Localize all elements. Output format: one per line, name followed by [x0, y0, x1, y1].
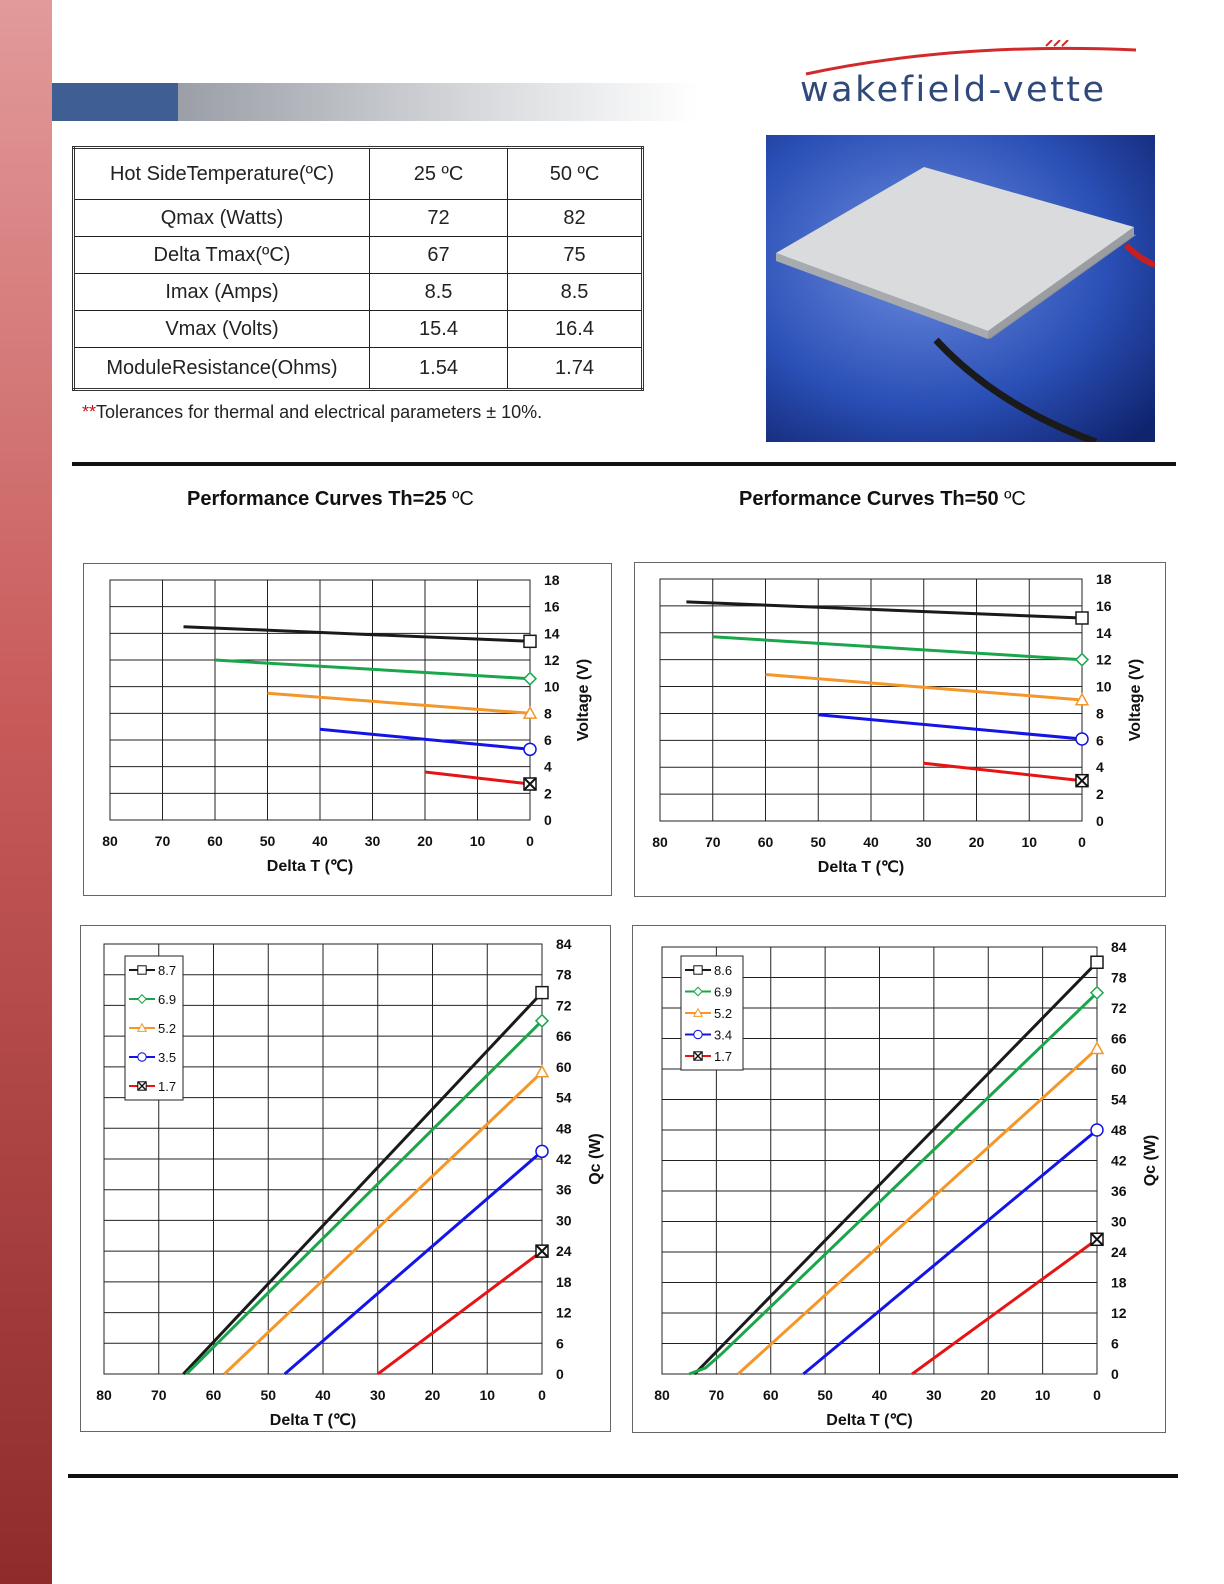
footer-divider — [68, 1474, 1178, 1478]
y-tick-label: 18 — [544, 572, 560, 588]
y-tick-label: 54 — [556, 1089, 572, 1106]
table-row — [74, 311, 643, 348]
x-axis-label: Delta T (℃) — [817, 859, 905, 876]
x-tick-label: 20 — [968, 834, 985, 850]
section-title-text: Performance Curves Th=50 — [739, 488, 999, 510]
table-cell: Delta Tmax(ºC) — [74, 237, 370, 274]
y-tick-label: 12 — [1096, 651, 1112, 668]
section-title-50c — [739, 488, 1026, 511]
qc-chart-25c — [80, 925, 611, 1432]
y-tick-label: 24 — [1111, 1244, 1127, 1260]
header-bar-dark — [52, 83, 178, 121]
x-tick-label: 10 — [1021, 834, 1038, 850]
x-axis-label: Delta T (℃) — [266, 858, 354, 875]
series-end-marker — [524, 743, 536, 755]
tolerance-text: Tolerances for thermal and electrical parameters ± 10%. — [96, 402, 543, 422]
series-line — [224, 1072, 542, 1374]
table-cell: 67 — [370, 237, 508, 274]
table-cell: 72 — [370, 200, 508, 237]
x-tick-label: 40 — [312, 833, 328, 849]
legend-label: 3.4 — [714, 1027, 733, 1043]
y-axis-label: Voltage (V) — [575, 658, 592, 742]
y-tick-label: 16 — [544, 598, 560, 615]
chart-svg — [635, 563, 1165, 896]
y-tick-label: 42 — [556, 1151, 572, 1167]
table-cell: Vmax (Volts) — [74, 311, 370, 348]
series-line — [924, 763, 1082, 781]
series-line — [268, 693, 531, 713]
header-bar-gradient — [178, 83, 698, 121]
x-tick-label: 30 — [915, 834, 932, 850]
section-title-unit: ºC — [452, 488, 474, 510]
x-axis-label: Delta T (℃) — [269, 1412, 357, 1429]
series-end-marker — [524, 635, 536, 647]
series-end-marker — [536, 1145, 548, 1157]
y-tick-label: 4 — [544, 758, 552, 775]
table-cell: ModuleResistance(Ohms) — [74, 348, 370, 390]
table-cell: Qmax (Watts) — [74, 200, 370, 237]
legend-marker — [138, 966, 146, 974]
logo-text: wakefield-vette — [800, 70, 1107, 110]
y-tick-label: 8 — [544, 705, 552, 722]
table-cell: 1.54 — [370, 348, 508, 390]
y-axis-label: Qc (W) — [587, 1133, 604, 1185]
y-tick-label: 48 — [1111, 1122, 1127, 1138]
section-title-text: Performance Curves Th=25 — [187, 488, 447, 510]
legend-label: 5.2 — [158, 1021, 177, 1036]
table-cell: 75 — [508, 237, 643, 274]
legend-label: 5.2 — [714, 1006, 733, 1021]
x-tick-label: 20 — [417, 833, 433, 849]
series-line — [818, 715, 1082, 739]
y-tick-label: 0 — [556, 1366, 564, 1382]
x-tick-label: 70 — [150, 1387, 167, 1403]
chart-svg — [633, 926, 1165, 1432]
y-axis-label: Qc (W) — [1142, 1134, 1159, 1187]
y-tick-label: 66 — [556, 1028, 572, 1045]
x-tick-label: 10 — [479, 1387, 496, 1403]
section-title-unit: ºC — [1004, 488, 1026, 510]
y-tick-label: 60 — [1111, 1061, 1127, 1077]
table-cell: Imax (Amps) — [74, 274, 370, 311]
y-tick-label: 12 — [556, 1304, 572, 1321]
x-tick-label: 70 — [708, 1387, 725, 1403]
legend-label: 6.9 — [158, 992, 177, 1007]
y-tick-label: 84 — [556, 936, 572, 952]
y-tick-label: 16 — [1096, 597, 1112, 614]
y-tick-label: 18 — [556, 1273, 572, 1290]
y-tick-label: 6 — [556, 1335, 564, 1352]
x-tick-label: 0 — [1078, 834, 1086, 850]
series-line — [695, 962, 1097, 1374]
table-row — [74, 348, 643, 390]
x-axis-label: Delta T (℃) — [826, 1412, 913, 1429]
x-tick-label: 10 — [469, 833, 486, 849]
x-tick-label: 60 — [207, 833, 223, 849]
y-tick-label: 18 — [1111, 1274, 1127, 1291]
x-tick-label: 10 — [1034, 1387, 1051, 1403]
series-line — [183, 993, 542, 1374]
y-tick-label: 36 — [556, 1181, 572, 1198]
y-tick-label: 30 — [556, 1212, 572, 1229]
series-line — [686, 602, 1082, 618]
legend-label: 6.9 — [714, 984, 733, 1000]
y-tick-label: 8 — [1096, 705, 1104, 722]
series-line — [713, 637, 1082, 660]
series-end-marker — [1091, 956, 1103, 968]
y-tick-label: 0 — [544, 812, 552, 828]
y-tick-label: 4 — [1096, 759, 1104, 776]
y-tick-label: 2 — [1096, 786, 1104, 803]
y-tick-label: 42 — [1111, 1152, 1127, 1169]
series-end-marker — [524, 778, 536, 790]
legend-marker — [694, 966, 702, 974]
table-header-cell: Hot SideTemperature(ºC) — [74, 148, 370, 200]
legend-label: 8.6 — [714, 963, 733, 978]
x-tick-label: 50 — [259, 833, 276, 849]
chart-svg — [84, 564, 611, 895]
y-tick-label: 72 — [556, 997, 572, 1014]
x-tick-label: 0 — [538, 1387, 546, 1403]
y-axis-label: Voltage (V) — [1127, 658, 1144, 742]
y-tick-label: 60 — [556, 1058, 572, 1075]
y-tick-label: 36 — [1111, 1183, 1127, 1199]
series-end-marker — [536, 1066, 548, 1077]
table-header-cell: 25 ºC — [370, 148, 508, 200]
series-end-marker — [1091, 1233, 1103, 1245]
x-tick-label: 30 — [369, 1387, 386, 1403]
y-tick-label: 0 — [1096, 813, 1104, 829]
y-tick-label: 48 — [556, 1120, 572, 1137]
y-tick-label: 6 — [1096, 732, 1104, 749]
x-tick-label: 50 — [817, 1387, 833, 1403]
x-tick-label: 40 — [871, 1387, 888, 1403]
series-end-marker — [536, 987, 548, 999]
x-tick-label: 60 — [762, 1387, 779, 1403]
y-tick-label: 6 — [1111, 1335, 1119, 1352]
series-line — [184, 627, 531, 642]
tolerance-note — [82, 402, 542, 423]
y-tick-label: 6 — [544, 732, 552, 748]
x-tick-label: 80 — [654, 1387, 670, 1403]
table-cell: 15.4 — [370, 311, 508, 348]
y-tick-label: 24 — [556, 1243, 572, 1260]
y-tick-label: 18 — [1096, 571, 1112, 587]
x-tick-label: 60 — [205, 1387, 222, 1403]
y-tick-label: 10 — [544, 678, 560, 695]
series-end-marker — [536, 1245, 548, 1257]
y-tick-label: 10 — [1096, 678, 1112, 695]
series-end-marker — [1076, 612, 1088, 624]
y-tick-label: 30 — [1111, 1213, 1127, 1230]
table-row — [74, 200, 643, 237]
series-end-marker — [1091, 1124, 1103, 1136]
x-tick-label: 60 — [757, 834, 774, 850]
tolerance-stars: ** — [82, 402, 97, 422]
section-title-25c — [187, 488, 474, 511]
series-end-marker — [1076, 775, 1088, 787]
legend-marker — [694, 1030, 702, 1038]
y-tick-label: 0 — [1111, 1366, 1119, 1382]
x-tick-label: 30 — [926, 1387, 942, 1403]
y-tick-label: 2 — [544, 785, 552, 802]
y-tick-label: 14 — [544, 625, 560, 642]
y-tick-label: 72 — [1111, 1000, 1127, 1016]
legend-marker — [138, 1053, 146, 1061]
table-header-cell: 50 ºC — [508, 148, 643, 200]
table-header-row — [74, 148, 643, 200]
legend-label: 8.7 — [158, 963, 177, 978]
table-cell: 8.5 — [508, 274, 643, 311]
table-cell: 82 — [508, 200, 643, 237]
series-end-marker — [1076, 733, 1088, 745]
y-tick-label: 78 — [1111, 969, 1127, 986]
y-tick-label: 78 — [556, 966, 572, 983]
x-tick-label: 20 — [424, 1387, 441, 1403]
section-divider — [72, 462, 1176, 466]
x-tick-label: 80 — [652, 834, 668, 850]
legend-label: 3.5 — [158, 1050, 177, 1065]
spec-table — [72, 146, 644, 391]
table-row — [74, 274, 643, 311]
x-tick-label: 80 — [96, 1387, 112, 1403]
x-tick-label: 80 — [102, 833, 118, 849]
x-tick-label: 40 — [315, 1387, 331, 1403]
table-row — [74, 237, 643, 274]
voltage-chart-25c — [83, 563, 612, 896]
x-tick-label: 70 — [704, 834, 721, 850]
x-tick-label: 40 — [863, 834, 879, 850]
product-photo — [766, 135, 1155, 442]
x-tick-label: 70 — [154, 833, 171, 849]
series-end-marker — [1076, 654, 1088, 666]
series-line — [738, 1049, 1097, 1374]
legend-label: 1.7 — [714, 1049, 733, 1064]
x-tick-label: 0 — [1093, 1387, 1101, 1403]
x-tick-label: 50 — [260, 1387, 277, 1403]
legend-marker — [138, 1082, 146, 1090]
brand-logo — [796, 40, 1176, 116]
y-tick-label: 66 — [1111, 1030, 1127, 1047]
table-cell: 8.5 — [370, 274, 508, 311]
y-tick-label: 54 — [1111, 1091, 1127, 1108]
y-tick-label: 12 — [1111, 1305, 1127, 1321]
x-tick-label: 20 — [980, 1387, 997, 1403]
legend-marker — [694, 1052, 702, 1060]
legend-label: 1.7 — [158, 1079, 177, 1094]
qc-chart-50c — [632, 925, 1166, 1433]
voltage-chart-50c — [634, 562, 1166, 897]
y-tick-label: 14 — [1096, 624, 1112, 641]
series-end-marker — [1091, 1043, 1103, 1054]
y-tick-label: 84 — [1111, 939, 1127, 955]
table-cell: 16.4 — [508, 311, 643, 348]
series-end-marker — [524, 673, 536, 685]
y-tick-label: 12 — [544, 652, 560, 668]
x-tick-label: 30 — [364, 833, 381, 849]
left-color-band — [0, 0, 52, 1584]
chart-svg — [81, 926, 610, 1431]
x-tick-label: 50 — [810, 834, 827, 850]
table-cell: 1.74 — [508, 348, 643, 390]
x-tick-label: 0 — [526, 833, 534, 849]
